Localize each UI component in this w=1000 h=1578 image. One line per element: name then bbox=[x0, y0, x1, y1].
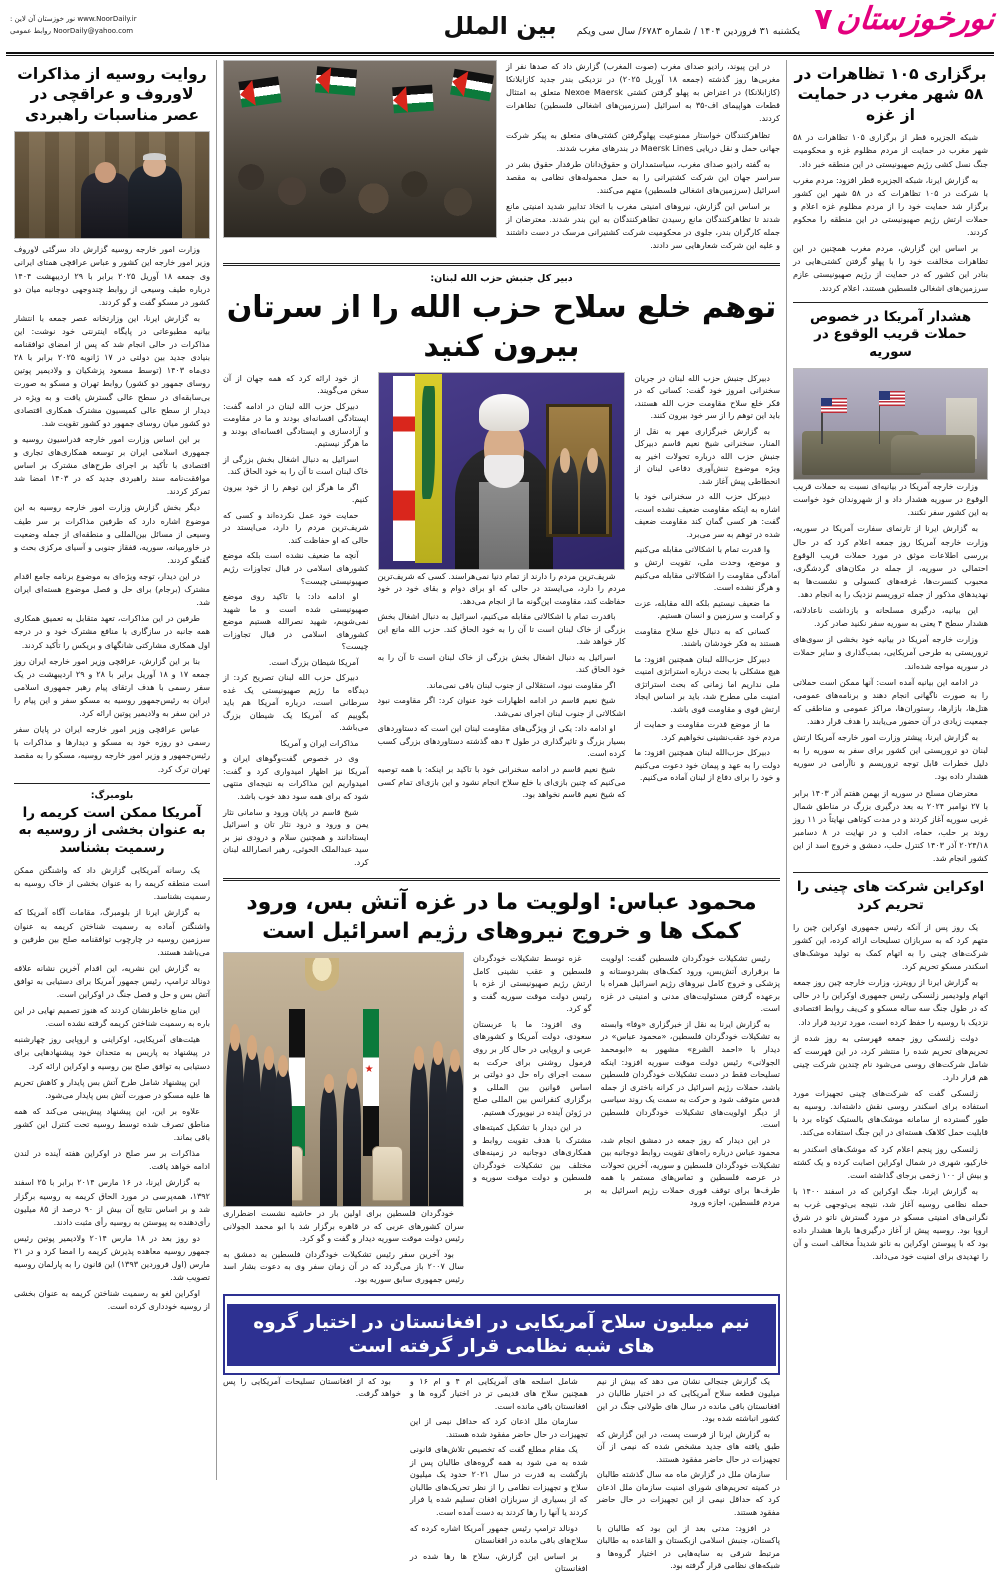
hezbollah-headline: توهم خلع سلاح حزب الله را از سرتان بیرون کنید bbox=[226, 289, 777, 364]
syria-warning-p5: به گزارش ایرنا، پیشتر وزارت امور خارجه آمریکا ارتش لبنان دو تروریستی این کشور برای سفر به سوریه را به دلیل خطرات قابل توجه تروریسم و ناآرامی در سوریه هشدار داده بود. bbox=[793, 732, 988, 782]
afghanistan-body-block bbox=[223, 1375, 780, 1578]
contact-website-line bbox=[10, 14, 137, 26]
portrait-frame bbox=[546, 404, 612, 537]
us-flag-icon bbox=[821, 398, 847, 413]
abbas-meeting-photo bbox=[223, 952, 464, 1207]
hez-l10: وی در خصوص گفت‌وگوهای ایران و آمریکا نیز اظهار امیدواری کرد و گفت: امیدواریم این مذاکرات به نتیجه‌ای منتهی شود که برای همه سود دهد خوب باشد. bbox=[222, 753, 369, 801]
masthead bbox=[0, 0, 1000, 52]
abbas-r0: رئیس تشکیلات خودگردان فلسطین گفت: اولویت ما برقراری آتش‌بس، ورود کمک‌های بشردوستانه و پزشکی و خروج کامل نیروهای رژیم اسرائیل همراه با برعهده گرفتن مسئولیت‌های مدنی و امنیتی در غزه است. bbox=[600, 953, 780, 1014]
afghanistan-col-mid bbox=[410, 1375, 588, 1578]
column-middle bbox=[216, 60, 786, 1574]
column-right bbox=[786, 60, 994, 1480]
bloomberg-kicker: بلومبرگ: bbox=[90, 789, 134, 801]
divider-middle-2 bbox=[223, 878, 780, 881]
bloomberg-p7: مذاکرات بر سر صلح در اوکراین هفته آینده در لندن ادامه خواهد یافت. bbox=[14, 1148, 210, 1172]
hez-l5: آنچه ما ضعیف نشده است بلکه موضع کشورهای اسلامی در قبال تجاوزات رژیم صهیونیستی چیست؟ bbox=[222, 550, 369, 586]
hez-l11: شیخ قاسم در پایان ورود و سامانی نثار یمن و ورود و درود نثار تان و اسرائیل ایستادانند و همچنین سلام و درودی نیز بر سید عبدالملک الحوثی، رهبر انصارالله لبنان کرد. bbox=[222, 806, 369, 867]
gaza-protest-photo-wrap bbox=[223, 60, 497, 256]
abbas-r1: به گزارش ایرنا به نقل از خبرگزاری «وفا» وابسته به تشکیلات خودگردان فلسطین، «محمود عباس» در دیدار با «احمد الشرع» مشهور به «ابومحمد الجولانی» رئیس دولت موقت سوریه افزود: اینکه تسلیحات فقط در دست تشکیلات خودگردان فلسطین باشد، حملات رژیم اسرائیل در کرانه باختری از جمله قدس متوقف شود و حرکت به سمت یک روند سیاسی از دیگر اولویت‌های تشکیلات خودگردان فلسطین است. bbox=[600, 1018, 780, 1130]
syria-warning-p2: این بیانیه، درگیری مسلحانه و بازداشت ناعادلانه، هشدار سطح ۴ یعنی به سوریه سفر نکنید صادر کرد. bbox=[793, 605, 988, 629]
divider-left-1 bbox=[14, 783, 210, 784]
hez-r0: دبیرکل جنبش حزب الله لبنان در جریان سخنرانی امروز خود گفت: کسانی که در فکر خلع سلاح مقاومت حزب الله هستند، باید این توهم را از سر خود بیرون کنند. bbox=[634, 372, 780, 421]
abbas-col-right bbox=[601, 952, 780, 1288]
lavrov-p6: بنا بر این گزارش، عراقچی وزیر امور خارجه ایران روز جمعه ۱۷ و ۱۸ آوریل برابر با ۲۸ و ۲۹ اردیبهشت در یک سفر رسمی با هدف ارتقای پیام رهبر جمهوری اسلامی ایران به رئیس‌جمهور روسیه به مسکو سفر و این پیام را در این سفر به ولادیمیر پوتین ارائه کرد. bbox=[14, 655, 210, 719]
us-flag-icon-2 bbox=[879, 391, 905, 406]
abbas-m2: در این دیدار با تشکیل کمیته‌های مشترک با هدف تقویت روابط و همکاری‌های دوجانبه در زمینه‌های مختلف بین تشکیلات خودگردان فلسطین و دولت موقت سوریه و بر bbox=[472, 1122, 592, 1195]
afg-r3: در افزود: مدتی بعد از این بود که طالبان با پاکستان، جنبش اسلامی ازبکستان و القاعده به طالبان مرتبط شرقی به سایه‌هایی در اختیار گروه‌ها و شبکه‌های نظامی قرار گرفته بود. bbox=[596, 1522, 780, 1571]
syria-military-photo bbox=[793, 368, 988, 480]
hez-l8: دبیرکل حزب الله لبنان تصریح کرد: از دیدگاه ما رژیم صهیونیستی یک غده سرطانی است، درباره آمریکا هم باید بگوییم که آمریکا یک شیطان بزرگ می‌باشد. bbox=[222, 672, 369, 733]
bloomberg-p2: به گزارش این نشریه، این اقدام آخرین نشانه علاقه دونالد ترامپ، رئیس جمهور آمریکا برای دستیابی به توافق آتش بس و حل و فصل جنگ در اوکراین است. bbox=[14, 962, 210, 1000]
hez-l7: آمریکا شیطان بزرگ است. bbox=[268, 656, 359, 667]
top-middle-block bbox=[223, 60, 780, 256]
hezbollah-col-center bbox=[378, 372, 626, 872]
hez-m4: شیخ نعیم قاسم در ادامه اظهارات خود عنوان کرد: اگر مقاومت نبود اشکالاتی از جنوب لبنان اجرای نمی‌شد. bbox=[377, 695, 626, 718]
hez-l3: اگر ما هرگز این توهم را از خود بیرون کنیم. bbox=[222, 481, 369, 505]
bloomberg-p1: به گزارش ایرنا از بلومبرگ، مقامات آگاه آمریکا که واشنگتن آماده به رسمیت شناختن کریمه به عنوان سرزمین روسیه در چارچوب توافقنامه صلح بین طرفین و می‌باشد هستند. bbox=[14, 907, 210, 957]
afg-r2: سازمان ملل در گزارش ماه مه سال گذشته طالبان در کمیته تحریم‌های شورای امنیت سازمان ملل اذعان کرد که حداقل نیمی از این تجهیزات در حال حاضر مفقود هستند. bbox=[596, 1469, 780, 1517]
article-afghanistan bbox=[223, 1294, 780, 1577]
abbas-col-mid bbox=[473, 952, 592, 1288]
column-left bbox=[8, 60, 216, 1480]
hez-r7: ما از موضع قدرت مقاومت و حمایت از مردم خود عقب‌نشینی نخواهیم کرد. bbox=[634, 719, 780, 742]
hez-r1: به گزارش خبرگزاری مهر به نقل از المنار، سخنرانی شیخ نعیم قاسم دبیرکل جنبش حزب الله درباره تحولات اخیر به ویژه موضوع تنش‌آوری دفاعی لبنان از انحطاطی پیش آغاز شد. bbox=[634, 425, 780, 486]
protests105-p1: به گزارش ایرنا، شبکه الجزیره قطر افزود: مردم مغرب با شرکت در ۱۰۵ تظاهرات که در ۵۸ شهر این کشور برگزار شد حمایت خود را از مردم مظلوم غزه اعلام و حملات ارتش رژیم صهیونیستی در این منطقه را محکوم کردند. bbox=[793, 174, 989, 238]
lavrov-headline: روایت روسیه از مذاکرات لاوروف و عراقچی در عصر مناسبات راهبردی bbox=[17, 65, 207, 124]
abbas-l0: خودگردان فلسطین برای اولین بار در حاشیه نشست اضطراری سران کشورهای عربی که در قاهره برگزار شد با ابو محمد الجولانی رئیس دولت موقت سوریه دیدار و گفت و گو کرد. bbox=[223, 1208, 464, 1244]
afghanistan-banner-box bbox=[223, 1294, 780, 1374]
ukraine-china-p5: به گزارش ایرنا، جنگ اوکراین که در اسفند ۱۴۰۰ با حمله نظامی روسیه آغاز شد، نتیجه بی‌توجهی غرب به نگرانی‌های امنیتی مسکو در مورد گسترش ناتو در شرق اروپا بود. روسیه پیش از آغاز درگیری‌ها بارها هشدار داده بود که با پیوستن اوکراین به ناتو شدیداً مخالف است و آن را تهدیدی برای امنیت خود می‌داند. bbox=[793, 1185, 988, 1262]
bloomberg-p3: این منابع خاطرنشان کردند که هنوز تصمیم نهایی در این باره به رسمیت شناختن کریمه گرفته نشده است. bbox=[14, 1005, 210, 1029]
syria-warning-p1: به گزارش ایرنا از تارنمای سفارت آمریکا در سوریه، وزارت خارجه آمریکا روز جمعه اعلام کرد که در حال بررسی اطلاعات موثق در مورد حملات قریب الوقوع احتمالی در سوریه، از جمله در مکان‌های گردشگری، محبوب کنسرت‌ها، غرفه‌های کنسولی و نشست‌ها به نهدیدهای مذکور از جمله تروریسم نزدیک را به انجام دهد. bbox=[793, 523, 988, 599]
afg-m2: یک مقام مطلع گفت که تخصیص تلاش‌های قانونی شده به می شود به همه گروه‌های طالبان پس از بازگشت به قدرت در سال ۲۰۲۱ حدود یک میلیون سلاح و تجهیزات نظامی را از نظر تحریک‌های طالبان که از بسیاری از سربازان افغان تسلیم شده یا فرار کردند یا آنها را رها کردند به دست آمده است. bbox=[409, 1444, 588, 1517]
website-url: www.NoorDaily.ir bbox=[77, 15, 137, 23]
hez-l0: از خود ارائه کرد که همه جهان از آن سخن می‌گویند. bbox=[222, 372, 369, 396]
maersk-p0: در این پیوند، رادیو صدای مغرب (صوت المغرب) گزارش داد که صدها نفر از مغربی‌ها روز گذشته (جمعه ۱۸ آوریل ۲۰۲۵) در نزدیکی بندر جدید کازابلانکا (کازابلانکا) در اعتراض به پهلو گرفتن کشتی Nexoe Maersk متعلق به امتثال قطعات هواپیمای اف-۳۵ به اسرائیل (سرزمین‌های اشغالی فلسطین) تظاهرات کردند. bbox=[506, 61, 780, 124]
afg-r0: یک گزارش جنجالی نشان می دهد که بیش از نیم میلیون قطعه سلاح آمریکایی که در اختیار طالبان در افغانستان باقی مانده در سال های طولانی جنگ در این کشور انباشته شده بود. bbox=[596, 1375, 780, 1424]
afghanistan-col-left bbox=[223, 1375, 401, 1578]
afghanistan-banner-headline: نیم میلیون سلاح آمریکایی در افغانستان در اختیار گروه های شبه نظامی قرار گرفته است bbox=[227, 1304, 776, 1365]
bloomberg-p9: دو روز بعد در ۱۸ مارس ۲۰۱۴ ولادیمیر پوتین رئیس جمهور روسیه معاهده پذیرش کریمه را امضا کرد و در ۲۱ مارس (اول فروردین ۱۳۹۳) این قانون را به پارلمان روسیه تصویب شد. bbox=[14, 1232, 210, 1283]
hez-r8: دبیرکل حزب‌الله لبنان همچنین افزود: ما دولت را به عهد و پیمان خود دعوت می‌کنیم و خود را برای دفاع از لبنان آماده می‌کنیم. bbox=[634, 747, 780, 783]
abbas-m0: غزه توسط تشکیلات خودگردان فلسطین و عقب نشینی کامل ارتش رژیم صهیونیستی از غزه با رئیس دولت موقت سوریه گفت و گو کرد. bbox=[472, 953, 592, 1014]
abbas-r2: در این دیدار که روز جمعه در دمشق انجام شد، محمود عباس درباره راه‌های تقویت روابط دوجانبه بین تشکیلات خودگردان فلسطین و سوریه، آخرین تحولات در عرصه فلسطین و تماس‌های مستمر با همه طرف‌ها برای توقف فوری حملات رژیم اسرائیل به مردم فلسطین، اجازه ورود bbox=[600, 1134, 780, 1208]
bloomberg-p8: به گزارش ایرنا، در ۱۶ مارس ۲۰۱۴ برابر با ۲۵ اسفند ۱۳۹۲، همه‌پرسی در مورد الحاق کریمه به روسیه برگزار شد و بر اساس نتایج آن بیش از ۹۰ درصد از ۸۵ میلیون رأی‌دهنده به پیوستن به روسیه رأی مثبت دادند. bbox=[14, 1177, 211, 1227]
afg-l0: بود که از افغانستان تسلیحات آمریکایی را پس خواهد گرفت. bbox=[222, 1375, 401, 1399]
maersk-p2: به گفته رادیو صدای مغرب، سیاستمداران و حقوق‌دانان طرفدار حقوق بشر در سراسر جهان این شرکت کشتیرانی را به حمل محموله‌های نظامی به مقصد اسرائیل (سرزمین‌های اشغالی فلسطین) متهم می‌کنند. bbox=[506, 158, 780, 195]
syria-warning-p0: وزارت خارجه آمریکا در بیانیه‌ای نسبت به حملات قریب الوقوع در سوریه هشدار داد و از شهروندان خود خواست به این کشور سفر نکنند. bbox=[793, 481, 988, 518]
hez-m6: شیخ نعیم قاسم در ادامه سخنرانی خود با تاکید بر اینکه: با همه توصیه می‌کنیم که چنین بازی‌ای با خلع سلاح انجام نشود و این بازی‌ای تمام کسی که شیخ نعیم قاسم نخواهد بود. bbox=[377, 763, 626, 800]
lavrov-p4: در این دیدار، توجه ویژه‌ای به موضوع برنامه جامع اقدام مشترک (برجام) برای حل و فصل موضوع هسته‌ای ایران شد. bbox=[14, 570, 210, 608]
syria-warning-headline: هشدار آمریکا در خصوص حملات قریب الوقوع در سوریه bbox=[809, 308, 972, 361]
divider-right-1 bbox=[793, 302, 988, 303]
hezbollah-col-left bbox=[223, 372, 369, 872]
hezbollah-body-block bbox=[223, 372, 780, 872]
hezbollah-leader-photo bbox=[378, 372, 626, 570]
page-number: ۷ bbox=[814, 1, 833, 37]
bloomberg-headline: آمریکا ممکن است کریمه را به عنوان بخشی از روسیه به رسمیت بشناسد bbox=[18, 804, 206, 857]
lavrov-p1: به گزارش ایرنا، این وزارتخانه عصر جمعه با انتشار بیانیه مطبوعاتی در پایگاه اینترنتی خود نوشت: این مذاکرات در حالی انجام شد که پس از امضای توافقنامه بنیادی جدید بین دولتی در ۱۷ ژانویه ۲۰۲۵ برابر با ۲۸ دی‌ماه ۱۴۰۳ (توسط مسعود پزشکیان و ولادیمیر پوتین روسای جمهور دو کشور) روابط تهران و مسکو به صورت بی‌سابقه‌ای در سطح عالی گسترش یافت و به ویژه در دیدار از سطح عالی کمیسیون مشترک همکاری اقتصادی دو کشور میان روسای جمهور دو کشور تقویت شد. bbox=[14, 312, 210, 428]
hez-m2: اسرائیل به دنبال اشغال بخش بزرگی از خاک لبنان است تا آن را به خود الحاق کند. bbox=[377, 651, 626, 675]
hez-r5: کسانی که به دنبال خلع سلاح مقاومت هستند به فکر خودشان باشند. bbox=[634, 625, 780, 649]
lavrov-p0: وزارت امور خارجه روسیه گزارش داد سرگئی لاوروف وزیر امور خارجه این کشور و عباس عراقچی همتای ایرانی وی جمعه ۱۸ آوریل ۲۰۲۵ برابر با ۲۹ اردیبهشت ۱۴۰۴ درباره طیف وسیعی از روابط چندوجهی دوجانبه میان دو کشور در مسکو گفت و گو کردند. bbox=[14, 244, 210, 307]
hezbollah-kicker: دبیر کل جنبش حزب الله لبنان: bbox=[430, 272, 573, 284]
hezbollah-col-right bbox=[634, 372, 780, 872]
hez-l1: دبیرکل حزب الله لبنان در ادامه گفت: ایستادگی افسانه‌ای بودند و ما در مقاومت و آزادسازی و ایستادگی افسانه‌ای بودند و ما هرگز نیستیم. bbox=[222, 400, 369, 449]
hez-m0: شریف‌ترین مردم را دارند از تمام دنیا نمی‌هراسند. کسی که شریف‌ترین مردم را دارد، می‌ایستد در حالی که او برای دوام و بقای خود در خود حفاظت کند، مقاومت این‌گونه ما از انجام می‌دهد. bbox=[377, 570, 626, 606]
divider-right-2 bbox=[793, 872, 988, 873]
syria-warning-p4: در ادامه این بیانیه آمده است: آنها ممکن است حملاتی را به صورت ناگهانی انجام دهند و برنامه‌های عمومی، هتل‌ها، بازارها، رستوران‌ها، مراکز عمومی و مناطقی که جمعیت زیادی در آن حضور می‌یابند را هدف قرار دهند. bbox=[793, 676, 988, 726]
article-maersk bbox=[506, 60, 780, 256]
afg-r1: به گزارش ایرنا از فرست پست، در این گزارش که طبق یافته های جدید مشخص شده که نیمی از آن تجهیزات در حال حاضر مفقود هستند. bbox=[596, 1428, 780, 1464]
lavrov-p7: عباس عراقچی وزیر امور خارجه ایران در پایان سفر رسمی دو روزه خود به مسکو و دیدارها و مذاکرات با رئیس‌جمهور و وزیر امور خارجه روسیه، مسکو را به مقصد تهران ترک کرد. bbox=[14, 724, 210, 774]
hez-l2: اسرائیل به دنبال اشغال بخش بزرگی از خاک لبنان است تا آن را به خود الحاق کند. bbox=[222, 453, 369, 477]
hez-r3: وا قدرت تمام با اشکالاتی مقابله می‌کنیم و موضع، وحدت ملی، تقویت ارتش و آمادگی مقاومت را اشکالاتی مقابله می‌کنیم و هرگز نشده است. bbox=[634, 544, 780, 593]
protests105-headline: برگزاری ۱۰۵ تظاهرات در ۵۸ شهر مغرب در حمایت از غزه bbox=[794, 65, 987, 124]
contact-email-line bbox=[10, 26, 137, 38]
afg-m4: بر اساس این گزارش، سلاح ها رها شده در افغانستان bbox=[409, 1550, 588, 1574]
ukraine-china-headline: اوکراین شرکت های چینی را تحریم کرد bbox=[796, 879, 985, 913]
hez-l4: حمایت خود عمل نکرده‌اند و کسی که شریف‌ترین مردم را دارد، می‌ایستد در حالی که او حفاظت کند. bbox=[222, 509, 369, 545]
abbas-col-left bbox=[223, 952, 464, 1288]
afg-m3: دونالد ترامپ رئیس جمهور آمریکا اشاره کرده که سلاح‌های باقی مانده در افغانستان bbox=[409, 1522, 588, 1546]
contact-info bbox=[10, 14, 137, 37]
bloomberg-p6: علاوه بر این، این پیشنهاد پیش‌بینی می‌کند که همه مناطق تصرف شده توسط روسیه تحت کنترل این کشور باقی بماند. bbox=[14, 1105, 210, 1143]
hez-l9: مذاکرات ایران و آمریکا bbox=[280, 737, 359, 748]
email-label: روابط عمومی bbox=[10, 26, 51, 35]
article-lavrov bbox=[14, 64, 210, 776]
abbas-m1: وی افزود: ما با عربستان سعودی، دولت آمریکا و کشورهای عربی و اروپایی در حال کار بر روی فرمول روشنی برای حرکت به سمت اجرای راه حل دو دولتی بر اساس قوانین بین المللی و برگزاری کنفرانس بین المللی صلح در ژوئن آینده در نیویورک هستیم. bbox=[472, 1018, 592, 1117]
bloomberg-p0: یک رسانه آمریکایی گزارش داد که واشنگتن ممکن است منطقه کریمه را به عنوان بخشی از خاک روسیه به رسمیت بشناسد. bbox=[14, 865, 210, 902]
page-grid bbox=[6, 60, 994, 1574]
article-bloomberg bbox=[14, 790, 210, 1314]
hezbollah-flag-icon bbox=[415, 374, 442, 562]
section-title: بین الملل bbox=[443, 12, 557, 40]
maersk-p3: بر اساس این گزارش، نیروهای امنیتی مغرب با اتخاذ تدابیر شدید امنیتی مانع شدند تا تظاهرکنندگان مانع رسیدن تظاهرکنندگان به این بندر شدند. معترضان از جمله کارگران بندر، جلوی در محکومیت شرکت کشتیرانی مرسک در دست داشتند و علیه این شرکت شعارهایی سر دادند. bbox=[506, 201, 780, 251]
article-protests105 bbox=[793, 64, 988, 295]
email-address: NoorDaily@yahoo.com bbox=[53, 26, 134, 35]
lavrov-p3: دیگر بخش گزارش وزارت امور خارجه روسیه به این موضوع اشاره دارد که طرفین مذاکرات بر سر طیف وسیعی از مسائل بین‌المللی و منطقه‌ای از جمله وضعیت در خاورمیانه، سوریه، قفقاز جنوبی و آسیای مرکزی بحث و گفتگو کردند. bbox=[14, 502, 210, 565]
afghanistan-col-right bbox=[597, 1375, 780, 1578]
lavrov-handshake-photo bbox=[14, 131, 210, 239]
masthead-rule bbox=[6, 52, 994, 54]
palestine-flag-icon-2 bbox=[315, 66, 357, 95]
syria-flag-icon bbox=[363, 1009, 380, 1156]
bloomberg-p4: هیئت‌های آمریکایی، اوکراینی و اروپایی روز چهارشنبه در پیشنهاد به پاریس به متحدان خود پیشنهادهایی برای دستیابی به توافق صلح بین روسیه و اوکراین ارائه کرد. bbox=[14, 1034, 210, 1071]
bloomberg-p5: این پیشنهاد شامل طرح آتش بس پایدار و کاهش تحریم ها علیه مسکو در صورت آتش بس پایدار می‌شود. bbox=[14, 1076, 210, 1100]
lavrov-p2: بر این اساس وزارت امور خارجه فدراسیون روسیه و جمهوری اسلامی ایران بر توسعه همکاری‌های تجاری و اقتصادی با تأکید بر اجرای طرح‌های مشترک بر اساس موافقت‌نامه سند راهبردی جدید که در ۱۴۰۳ امضا شد تمرکز کردند. bbox=[14, 433, 210, 497]
palestine-flag-icon bbox=[239, 76, 282, 107]
lebanon-flag-icon bbox=[393, 376, 415, 560]
chandelier-icon bbox=[305, 958, 338, 991]
afg-m0: شامل اسلحه های آمریکایی ام ۴ و ام ۱۶ و همچنین سلاح های قدیمی تر در اختیار گروه ها و افغانستان باقی مانده است. bbox=[409, 1375, 588, 1411]
hez-r2: دبیرکل حزب الله در سخنرانی خود با اشاره به اینکه مقاومت ضعیف نشده است، گفت: هر کسی گمان کند مقاومت ضعیف شده در توهم به سر می‌برد. bbox=[634, 491, 780, 539]
protests105-p2: بر اساس این گزارش، مردم مغرب همچنین در این تظاهرات مخالفت خود را با پهلو گرفتن کشتی‌هایی در بنادر این کشور که در حمایت از رژیم صهیونیستی عازم سرزمین‌های اشغالی فلسطین هستند، اعلام کردند. bbox=[793, 243, 988, 293]
abbas-l1: بود آخرین سفر رئیس تشکیلات خودگردان فلسطین به دمشق به سال ۲۰۰۷ باز می‌گردد که در آن زمان سفر وی به دعوت بشار اسد رئیس جمهوری سابق سوریه بود. bbox=[223, 1248, 464, 1284]
article-abbas bbox=[223, 888, 780, 1288]
hez-m1: باقدرت تمام با اشکالاتی مقابله می‌کنیم، اسرائیل به دنبال اشغال بخش بزرگی از خاک لبنان است تا آن را به خود الحاق کند. حزب الله مانع این کار خواهد شد. bbox=[377, 611, 626, 647]
divider-middle-1 bbox=[223, 263, 780, 266]
issue-line: یکشنبه ۳۱ فروردین ۱۴۰۴ / شماره ۶۷۸۳/ سال سی ویکم bbox=[576, 26, 800, 37]
hez-r4: ما ضعیف نیستیم بلکه الله مقابله، عزت و کرامت و سرزمین و انسان هستیم. bbox=[634, 597, 780, 621]
article-hezbollah bbox=[223, 273, 780, 872]
website-label: نور خوزستان آن لاین : bbox=[10, 15, 76, 23]
abbas-body-block bbox=[223, 952, 780, 1288]
hez-l6: او ادامه داد: با تاکید روی موضع صهیونیستی شده است و ما شهید نمی‌شویم، شهید نصرالله هستیم موضع کشورهای اسلامی در قبال تجاوزات چیست؟ bbox=[222, 591, 369, 652]
ukraine-china-p4: زلنسکی روز پنجم اعلام کرد که موشک‌های اسکندر به خارکیو، شهری در شمال اوکراین اصابت کرده و یک کشته و بیش از ۱۰۰ زخمی برجای گذاشته است. bbox=[793, 1143, 988, 1180]
maersk-p1: تظاهرکنندگان خواستار ممنوعیت پهلوگرفتن کشتی‌های متعلق به پیکر شرکت جهانی حمل و نقل دریایی Maersk Lines در بندرهای مغرب شدند. bbox=[506, 129, 780, 153]
hez-m5: او ادامه داد: یکی از ویژگی‌های مقاومت لبنان این است که دستاوردهای بسیار بزرگ و تاثیرگذاری در طول ۴ دهه گذشته دستاوردهای بزرگی کسب کرده است. bbox=[377, 723, 626, 759]
protests105-p0: شبکه الجزیره قطر از برگزاری ۱۰۵ تظاهرات در ۵۸ شهر مغرب در حمایت از مردم مظلوم غزه و محکومیت جنگ نسل کشی رژیم صهیونیستی در این منطقه خبر داد. bbox=[793, 132, 988, 169]
masthead-rule-secondary bbox=[6, 55, 994, 56]
afg-m1: سازمان ملل اذعان کرد که حداقل نیمی از این تجهیزات در حال حاضر مفقود شده هستند. bbox=[409, 1416, 588, 1439]
ukraine-china-p0: یک روز پس از آنکه رئیس جمهوری اوکراین چین را متهم کرد که به سربازان تسلیحات ارائه کرده، این کشور شرکت‌های چینی را به اتهام کمک به تولید موشک‌های اسکندر مسکو تحریم کرد. bbox=[793, 921, 988, 972]
bloomberg-p10: اوکراین لغو به رسمیت شناختن کریمه به عنوان بخشی از روسیه خودداری کرده است. bbox=[14, 1288, 210, 1312]
lavrov-p5: طرفین در این مذاکرات، تعهد متقابل به تعمیق همکاری همه جانبه در سازگاری با منافع مشترک خود و در درجه اول همکاری مشارکتی شانگهای و بریکس را تأکید کردند. bbox=[14, 613, 210, 650]
hez-r6: دبیرکل حزب‌الله لبنان همچنین افزود: ما هیچ مشکلی با بحث درباره استراتژی امنیت ملی نداریم اما زمانی که بحث استراتژی امنیت ملی مطرح شد، باید بر اساس ایجاد ارتش قوی و مقاومت قوی باشد. bbox=[634, 653, 780, 714]
article-ukraine-china bbox=[793, 879, 988, 1263]
syria-warning-p3: وزارت خارجه آمریکا در بیانیه خود بخشی از سوی‌های تروریستی به طرحی آمریکایی، بمب‌گذاری و سایر حملات در سوریه مواجه شده‌اند. bbox=[793, 634, 988, 671]
gaza-protest-photo bbox=[223, 60, 497, 238]
abbas-headline: محمود عباس: اولویت ما در غزه آتش بس، ورود کمک ها و خروج نیروهای رژیم اسرائیل است bbox=[246, 890, 757, 945]
article-syria-warning bbox=[793, 309, 988, 866]
syria-warning-p6: معترضان مسلح در سوریه از بهمن هفتم آذر ۱۴۰۳ برابر با ۲۷ نوامبر ۲۰۲۴ به بعد درگیری بزرگ در مناطق شمال غربی سوریه آغاز کردند و در مدت کوتاهی نهایتاً در ۱۱ روز روند بر حلب، حماه، ادلب و در نهایت در ۸ دسامبر ۲۰۲۴/۱۸ آذر ۱۴۰۳ کنترل حلب، دمشق و خروج اسد از این کشور انجام شد. bbox=[793, 787, 989, 864]
ukraine-china-p3: زلنسکی گفت که شرکت‌های چینی تجهیزات مورد استفاده برای اسکندر روسی نقش داشته‌اند. روسیه به طور گسترده از سامانه موشک‌های بالستیک کوتاه برد با قابلیت حمل کلاهک هسته‌ای در این جنگ استفاده می‌کند. bbox=[793, 1088, 988, 1138]
palestine-flag-icon-3 bbox=[392, 84, 434, 113]
ukraine-china-p2: دولت زلنسکی روز جمعه فهرستی به روز شده از تحریم‌های تحریم شده را منتشر کرد، در این فهرست که شامل شرکت‌های روسی می‌شود نام چندین شرکت چینی هم قرار دارد. bbox=[793, 1032, 988, 1082]
hez-m3: اگر مقاومت نبود، استقلالی از جنوب لبنان باقی نمی‌ماند. bbox=[426, 679, 616, 690]
newspaper-logo: نورخوزستان bbox=[834, 1, 996, 37]
ukraine-china-p1: به گزارش ایرنا از رویترز، وزارت خارجه چین روز جمعه اتهام ولودیمیر زلنسکی رئیس جمهوری اوکراین را در حالی که در طول جنگ سه ساله مسکو و کی‌یف روابط اقتصادی نزدیک با روسیه را حفظ کرده است، مورد تردید قرار داد. bbox=[793, 977, 988, 1027]
